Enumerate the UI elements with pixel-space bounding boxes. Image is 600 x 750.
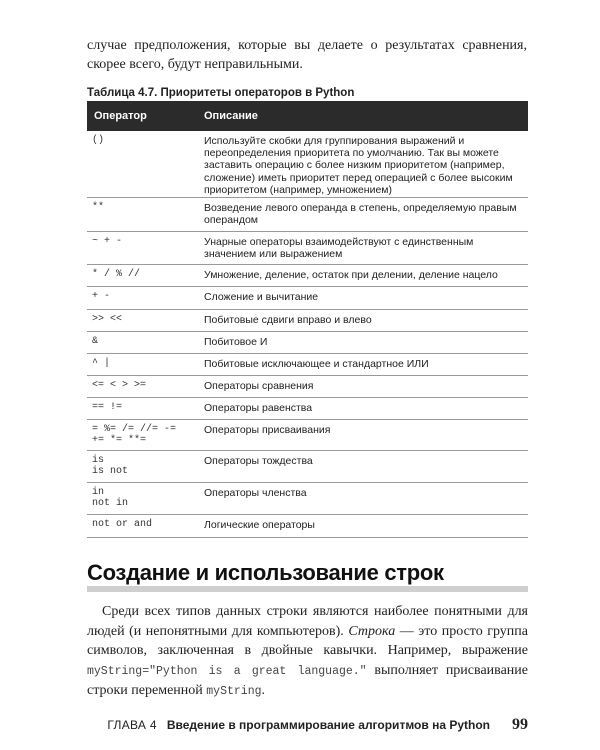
header-description: Описание: [204, 110, 258, 122]
intro-paragraph: случае предположения, которые вы делаете о результатах сравнения, скорее всего, будут неправильными.: [87, 38, 527, 72]
table-header: [87, 101, 528, 131]
section-divider: [87, 586, 528, 592]
operator-cell: in not in: [92, 487, 129, 509]
table-row: [87, 515, 528, 538]
operator-cell: + -: [92, 291, 111, 302]
section-heading: Создание и использование строк: [87, 560, 444, 585]
description-cell: Унарные операторы взаимодействуют с единственным значением или выражением: [204, 236, 474, 261]
operator-cell: = %= /= //= -= += *= **=: [92, 424, 177, 446]
table-row: [87, 451, 528, 483]
description-cell: Операторы присваивания: [204, 424, 331, 436]
chapter-title: Введение в программирование алгоритмов на Python: [166, 718, 490, 732]
body-text: .: [261, 683, 265, 698]
table-row: [87, 483, 528, 515]
page-footer: [87, 716, 528, 734]
body-text: выполняет присваивание строки переменной: [87, 662, 528, 698]
operator-cell: (): [92, 135, 105, 146]
operator-cell: &: [92, 336, 99, 347]
description-cell: Возведение левого операнда в степень, определяемую правым операндом: [204, 202, 517, 227]
description-cell: Операторы членства: [204, 487, 307, 499]
operator-cell: ^ |: [92, 358, 111, 369]
body-paragraph: [87, 602, 528, 702]
chapter-label: ГЛАВА 4: [107, 718, 157, 732]
table-row: [87, 131, 528, 198]
operator-cell: not or and: [92, 519, 153, 530]
description-cell: Логические операторы: [204, 519, 315, 531]
table-row: [87, 310, 528, 332]
table-caption: Таблица 4.7. Приоритеты операторов в Python: [87, 87, 355, 99]
description-cell: Умножение, деление, остаток при делении, деление нацело: [204, 269, 498, 281]
description-cell: Побитовые сдвиги вправо и влево: [204, 314, 372, 326]
body-text: Среди всех типов данных строки являются наиболее понятными для людей (и непонятными для компьютеров).: [87, 604, 528, 639]
table-row: [87, 420, 528, 451]
operator-cell: * / % //: [92, 269, 141, 280]
operator-precedence-table: [87, 101, 528, 538]
table-row: [87, 332, 528, 354]
header-operator: Оператор: [94, 110, 147, 122]
operator-cell: ~ + -: [92, 236, 123, 247]
table-row: [87, 232, 528, 265]
description-cell: Побитовые исключающее и стандартное ИЛИ: [204, 358, 429, 370]
description-cell: Операторы равенства: [204, 402, 313, 414]
description-cell: Операторы сравнения: [204, 380, 314, 392]
table-row: [87, 354, 528, 376]
table-row: [87, 376, 528, 398]
description-cell: Операторы тождества: [204, 455, 313, 467]
operator-cell: >> <<: [92, 314, 123, 325]
page-number: 99: [512, 716, 528, 733]
table-row: [87, 265, 528, 287]
operator-cell: is is not: [92, 455, 129, 477]
code-snippet: myString: [206, 685, 262, 698]
table-row: [87, 198, 528, 232]
term-emphasis: Строка: [348, 623, 396, 639]
operator-cell: == !=: [92, 402, 123, 413]
table-row: [87, 398, 528, 420]
operator-cell: <= < > >=: [92, 380, 147, 391]
description-cell: Побитовое И: [204, 336, 268, 348]
operator-cell: **: [92, 202, 105, 213]
code-snippet: myString="Python is a great language.": [87, 664, 367, 678]
table-row: [87, 287, 528, 310]
description-cell: Используйте скобки для группирования выражений и переопределения приоритета по умолчанию. Так вы можете заставить операцию с более низким приоритетом (например, сложение) иметь приоритет перед операцией с более высоким приоритетом (например, умножением): [204, 135, 513, 196]
description-cell: Сложение и вычитание: [204, 291, 319, 303]
body-text: — это просто группа символов, заключенная в двойные кавычки. Например, выражение: [87, 623, 528, 658]
